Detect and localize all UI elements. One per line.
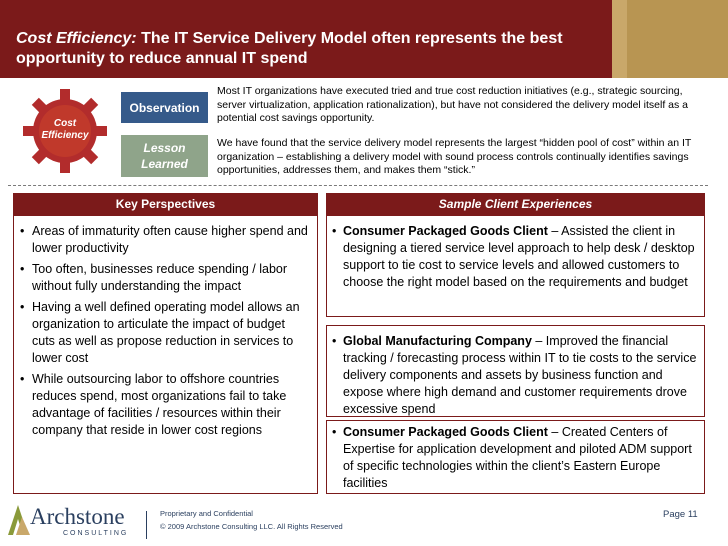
lesson-text: We have found that the service delivery model represents the largest “hidden pool of cost” within an IT organization – establishing a delivery model with sound process controls continually identifies savings opportunities, addresses them, and makes them “stick.” xyxy=(217,137,692,176)
perspective-item: • Too often, businesses reduce spending / labor without fully understanding the impact xyxy=(20,261,310,295)
confidential-notice: Proprietary and Confidential xyxy=(160,509,253,518)
perspective-item: • Areas of immaturity often cause higher spend and lower productivity xyxy=(20,223,310,257)
gear-label-line2: Efficiency xyxy=(41,130,89,141)
client-experience-text xyxy=(332,333,702,418)
title-text: The IT Service Delivery Model often represents the best opportunity to reduce annual IT spend xyxy=(16,30,563,67)
gear-label xyxy=(30,118,100,142)
key-perspectives-list xyxy=(20,223,310,443)
client-description: – Created Centers of Expertise for application development and piloted ADM support of specific technologies within the client’s Eastern Europe facilities xyxy=(343,425,692,490)
client-description: – Improved the financial tracking / forecasting process within IT to tie costs to the service delivery components and assets by business function and expose where high demand and customer requirements drove excessive spend xyxy=(343,334,697,416)
logo-subtitle: CONSULTING xyxy=(63,530,129,537)
title-emphasis: Cost Efficiency: xyxy=(16,30,137,47)
gear-label-line1: Cost xyxy=(53,118,77,129)
lesson-label-line2: Learned xyxy=(141,157,188,171)
perspective-item: • While outsourcing labor to offshore countries reduces spend, most organizations fail to take advantage of facilities / resources within their company that reside in lower cost regions xyxy=(20,371,310,439)
footer-separator xyxy=(146,511,147,539)
lesson-label-line1: Lesson xyxy=(143,141,186,155)
client-experiences-heading: Sample Client Experiences xyxy=(326,193,705,215)
client-description: – Assisted the client in designing a tiered service level approach to help desk / desktop support to tie cost to service levels and allowed customers to choose the right model based on the requirements and budget xyxy=(343,224,695,289)
banner-accent-inner xyxy=(627,0,728,78)
page-number: Page 11 xyxy=(663,509,698,520)
logo-wordmark: Archstone xyxy=(30,504,125,529)
slide-title xyxy=(16,29,616,69)
observation-text: Most IT organizations have executed tried and true cost reduction initiatives (e.g., strategic sourcing, server virtualization, application rationalization), but have not considered the delivery model itself as a potential cost savings opportunity. xyxy=(217,85,689,124)
client-name: Global Manufacturing Company xyxy=(343,334,532,348)
perspective-item: • Having a well defined operating model allows an organization to articulate the impact of budget cuts as well as propose reduction in services to lower cost xyxy=(20,299,310,367)
observation-label: Observation xyxy=(121,92,208,123)
client-experience-text xyxy=(332,424,702,492)
client-name: Consumer Packaged Goods Client xyxy=(343,224,548,238)
copyright-notice: © 2009 Archstone Consulting LLC. All Rights Reserved xyxy=(160,522,343,531)
key-perspectives-heading: Key Perspectives xyxy=(13,193,318,215)
client-name: Consumer Packaged Goods Client xyxy=(343,425,548,439)
dashed-divider xyxy=(8,185,708,186)
client-experience-text xyxy=(332,223,702,291)
lesson-label xyxy=(121,135,208,177)
